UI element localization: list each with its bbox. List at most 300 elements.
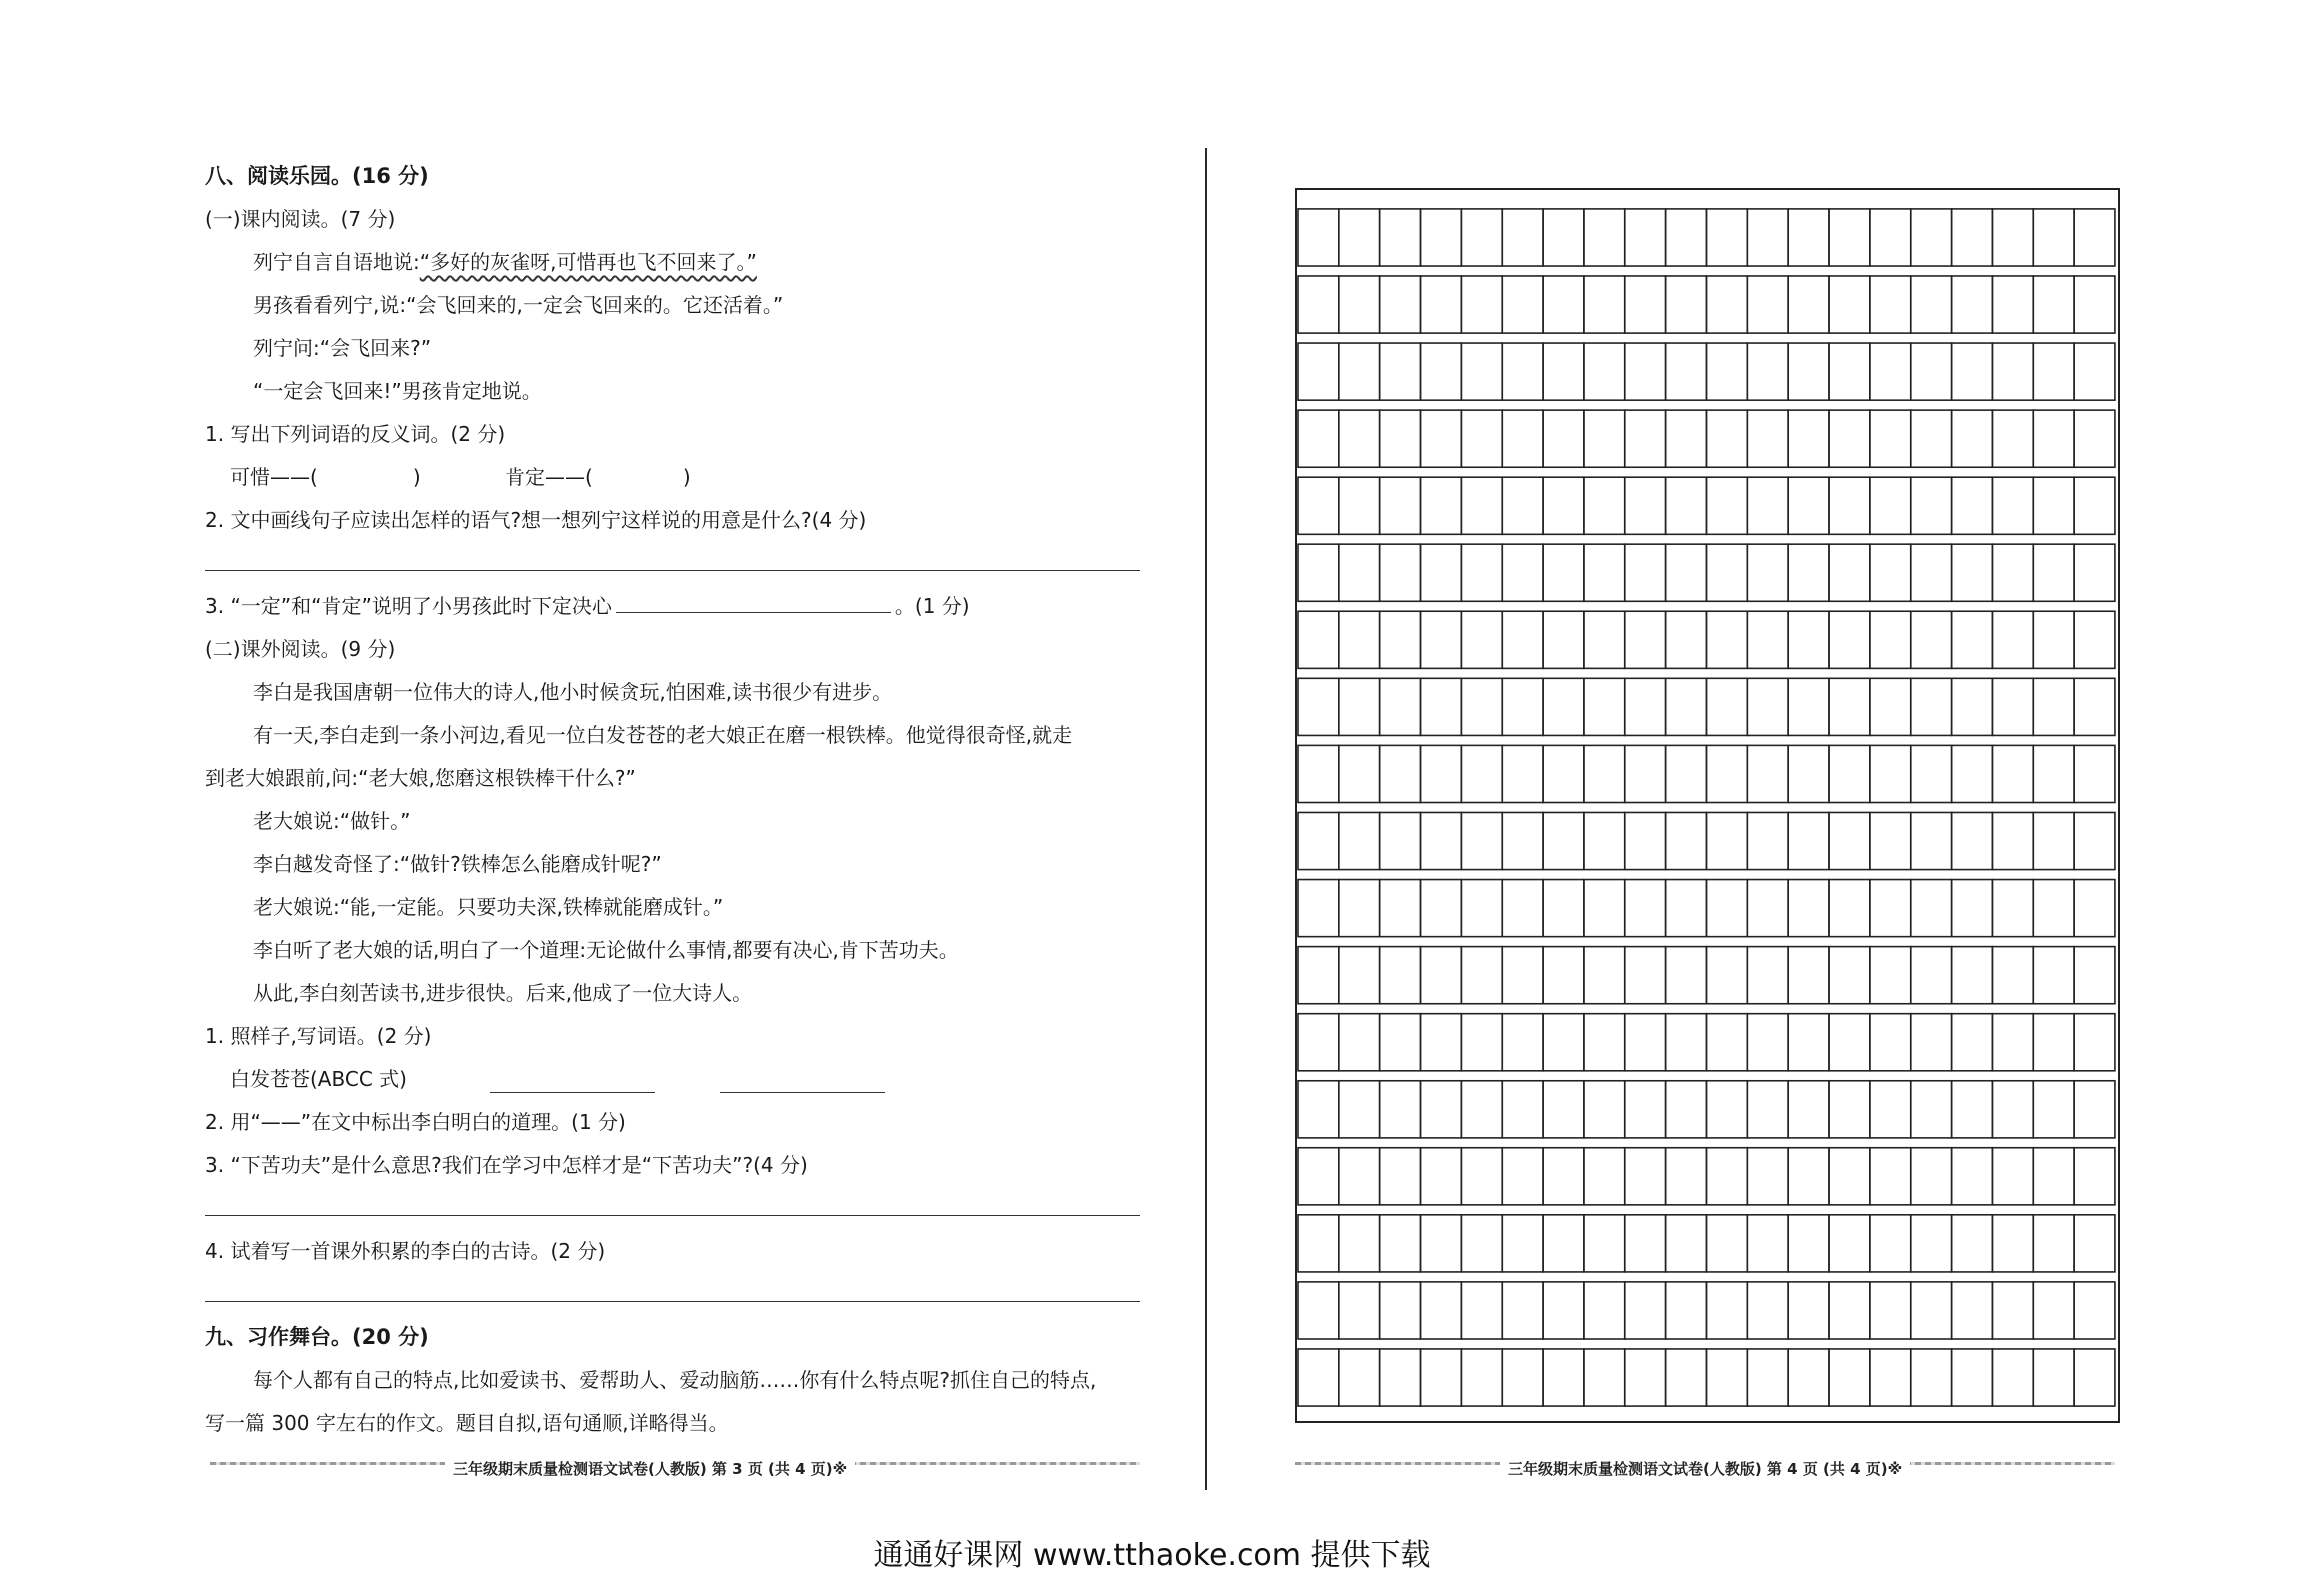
grid-row[interactable] — [1298, 544, 2115, 601]
grid-cell[interactable] — [1502, 1014, 1543, 1071]
grid-cell[interactable] — [1339, 611, 1380, 668]
grid-cell[interactable] — [1584, 410, 1625, 467]
grid-cell[interactable] — [1788, 947, 1829, 1004]
grid-cell[interactable] — [1992, 1014, 2033, 1071]
grid-cell[interactable] — [1380, 812, 1421, 869]
grid-cell[interactable] — [1788, 410, 1829, 467]
grid-cell[interactable] — [1380, 1349, 1421, 1406]
grid-cell[interactable] — [2074, 611, 2115, 668]
grid-cell[interactable] — [1747, 745, 1788, 802]
grid-cell[interactable] — [1829, 678, 1870, 735]
grid-cell[interactable] — [1707, 611, 1748, 668]
grid-cell[interactable] — [1829, 1014, 1870, 1071]
grid-cell[interactable] — [1911, 410, 1952, 467]
grid-cell[interactable] — [1625, 611, 1666, 668]
grid-cell[interactable] — [1747, 880, 1788, 937]
grid-cell[interactable] — [1870, 880, 1911, 937]
grid-cell[interactable] — [1502, 544, 1543, 601]
grid-cell[interactable] — [1420, 410, 1461, 467]
grid-cell[interactable] — [1870, 343, 1911, 400]
grid-cell[interactable] — [1952, 209, 1993, 266]
grid-cell[interactable] — [1298, 1148, 1339, 1205]
grid-cell[interactable] — [2033, 410, 2074, 467]
grid-cell[interactable] — [1829, 1349, 1870, 1406]
grid-cell[interactable] — [1747, 1282, 1788, 1339]
grid-cell[interactable] — [1952, 1349, 1993, 1406]
grid-cell[interactable] — [1788, 276, 1829, 333]
grid-cell[interactable] — [1992, 410, 2033, 467]
grid-cell[interactable] — [1461, 1014, 1502, 1071]
grid-cell[interactable] — [1666, 745, 1707, 802]
grid-cell[interactable] — [1788, 1014, 1829, 1071]
grid-cell[interactable] — [1625, 343, 1666, 400]
grid-cell[interactable] — [1992, 1148, 2033, 1205]
grid-cell[interactable] — [1380, 1081, 1421, 1138]
grid-cell[interactable] — [1625, 1215, 1666, 1272]
grid-cell[interactable] — [1461, 678, 1502, 735]
grid-cell[interactable] — [1543, 410, 1584, 467]
grid-cell[interactable] — [1298, 745, 1339, 802]
grid-cell[interactable] — [1380, 611, 1421, 668]
grid-cell[interactable] — [1543, 947, 1584, 1004]
grid-cell[interactable] — [1461, 544, 1502, 601]
grid-cell[interactable] — [1992, 745, 2033, 802]
grid-cell[interactable] — [1911, 544, 1952, 601]
grid-cell[interactable] — [1625, 880, 1666, 937]
grid-cell[interactable] — [1788, 1349, 1829, 1406]
grid-cell[interactable] — [2033, 1014, 2074, 1071]
grid-cell[interactable] — [2074, 343, 2115, 400]
grid-cell[interactable] — [1870, 410, 1911, 467]
grid-cell[interactable] — [1380, 947, 1421, 1004]
grid-cell[interactable] — [2033, 209, 2074, 266]
grid-cell[interactable] — [1829, 209, 1870, 266]
grid-cell[interactable] — [1584, 1282, 1625, 1339]
grid-cell[interactable] — [1952, 678, 1993, 735]
grid-cell[interactable] — [1992, 678, 2033, 735]
grid-cell[interactable] — [2074, 477, 2115, 534]
grid-cell[interactable] — [1952, 611, 1993, 668]
grid-cell[interactable] — [1339, 1215, 1380, 1272]
grid-cell[interactable] — [1502, 1081, 1543, 1138]
grid-cell[interactable] — [1625, 544, 1666, 601]
grid-cell[interactable] — [2074, 410, 2115, 467]
grid-cell[interactable] — [1461, 947, 1502, 1004]
grid-row[interactable] — [1298, 611, 2115, 668]
grid-row[interactable] — [1298, 209, 2115, 266]
grid-cell[interactable] — [1992, 209, 2033, 266]
grid-cell[interactable] — [2074, 1081, 2115, 1138]
grid-cell[interactable] — [1992, 1282, 2033, 1339]
grid-cell[interactable] — [1707, 1148, 1748, 1205]
grid-cell[interactable] — [1992, 611, 2033, 668]
grid-cell[interactable] — [1543, 1215, 1584, 1272]
grid-cell[interactable] — [1339, 276, 1380, 333]
grid-cell[interactable] — [1707, 343, 1748, 400]
grid-cell[interactable] — [1747, 343, 1788, 400]
grid-cell[interactable] — [1420, 1215, 1461, 1272]
grid-cell[interactable] — [1298, 812, 1339, 869]
grid-cell[interactable] — [1992, 947, 2033, 1004]
grid-cell[interactable] — [1584, 1081, 1625, 1138]
grid-cell[interactable] — [1584, 544, 1625, 601]
grid-cell[interactable] — [1747, 1081, 1788, 1138]
grid-cell[interactable] — [1952, 1014, 1993, 1071]
grid-cell[interactable] — [1339, 745, 1380, 802]
grid-cell[interactable] — [1707, 209, 1748, 266]
grid-cell[interactable] — [1584, 209, 1625, 266]
grid-cell[interactable] — [2033, 947, 2074, 1004]
grid-cell[interactable] — [1870, 276, 1911, 333]
grid-cell[interactable] — [1625, 1282, 1666, 1339]
grid-cell[interactable] — [1461, 812, 1502, 869]
grid-cell[interactable] — [2074, 209, 2115, 266]
grid-cell[interactable] — [1666, 947, 1707, 1004]
grid-cell[interactable] — [1788, 812, 1829, 869]
grid-cell[interactable] — [1461, 477, 1502, 534]
grid-cell[interactable] — [1707, 1215, 1748, 1272]
grid-cell[interactable] — [1625, 1014, 1666, 1071]
grid-cell[interactable] — [1666, 812, 1707, 869]
grid-cell[interactable] — [2074, 1148, 2115, 1205]
grid-cell[interactable] — [1952, 947, 1993, 1004]
grid-cell[interactable] — [1420, 1014, 1461, 1071]
grid-cell[interactable] — [1911, 1349, 1952, 1406]
grid-cell[interactable] — [1461, 1349, 1502, 1406]
grid-cell[interactable] — [1952, 410, 1993, 467]
grid-cell[interactable] — [1911, 678, 1952, 735]
grid-cell[interactable] — [1829, 276, 1870, 333]
grid-cell[interactable] — [1870, 1014, 1911, 1071]
grid-cell[interactable] — [1420, 678, 1461, 735]
grid-cell[interactable] — [2033, 745, 2074, 802]
grid-cell[interactable] — [1952, 1081, 1993, 1138]
grid-cell[interactable] — [1911, 1215, 1952, 1272]
grid-cell[interactable] — [1829, 410, 1870, 467]
grid-cell[interactable] — [1952, 880, 1993, 937]
grid-cell[interactable] — [1707, 276, 1748, 333]
grid-cell[interactable] — [1707, 1081, 1748, 1138]
grid-cell[interactable] — [1584, 880, 1625, 937]
grid-cell[interactable] — [1584, 343, 1625, 400]
grid-cell[interactable] — [1911, 343, 1952, 400]
grid-cell[interactable] — [2074, 1014, 2115, 1071]
grid-cell[interactable] — [1625, 745, 1666, 802]
grid-cell[interactable] — [2033, 1215, 2074, 1272]
grid-cell[interactable] — [1870, 477, 1911, 534]
grid-cell[interactable] — [1666, 1215, 1707, 1272]
grid-cell[interactable] — [1625, 1148, 1666, 1205]
grid-row[interactable] — [1298, 880, 2115, 937]
grid-cell[interactable] — [1298, 1349, 1339, 1406]
grid-cell[interactable] — [1584, 947, 1625, 1004]
grid-cell[interactable] — [2033, 1148, 2074, 1205]
grid-cell[interactable] — [1625, 1081, 1666, 1138]
grid-cell[interactable] — [1788, 611, 1829, 668]
grid-cell[interactable] — [1543, 1081, 1584, 1138]
grid-cell[interactable] — [1829, 1215, 1870, 1272]
grid-cell[interactable] — [1625, 812, 1666, 869]
grid-cell[interactable] — [1420, 276, 1461, 333]
grid-cell[interactable] — [1625, 410, 1666, 467]
grid-cell[interactable] — [1952, 276, 1993, 333]
grid-cell[interactable] — [1992, 477, 2033, 534]
grid-cell[interactable] — [1666, 678, 1707, 735]
grid-cell[interactable] — [2033, 880, 2074, 937]
answer-blank-word-2[interactable] — [720, 1092, 885, 1093]
grid-cell[interactable] — [1707, 477, 1748, 534]
grid-cell[interactable] — [1461, 343, 1502, 400]
grid-cell[interactable] — [1666, 410, 1707, 467]
grid-cell[interactable] — [1747, 611, 1788, 668]
grid-cell[interactable] — [1870, 1081, 1911, 1138]
grid-cell[interactable] — [1298, 1215, 1339, 1272]
grid-cell[interactable] — [1543, 678, 1584, 735]
grid-cell[interactable] — [1707, 544, 1748, 601]
grid-cell[interactable] — [1992, 1349, 2033, 1406]
grid-cell[interactable] — [1502, 477, 1543, 534]
grid-cell[interactable] — [1543, 1148, 1584, 1205]
grid-cell[interactable] — [1543, 1014, 1584, 1071]
grid-row[interactable] — [1298, 1014, 2115, 1071]
grid-cell[interactable] — [1788, 209, 1829, 266]
grid-cell[interactable] — [2074, 880, 2115, 937]
grid-cell[interactable] — [1625, 947, 1666, 1004]
grid-cell[interactable] — [1380, 276, 1421, 333]
grid-cell[interactable] — [1707, 1349, 1748, 1406]
grid-row[interactable] — [1298, 1282, 2115, 1339]
grid-cell[interactable] — [1584, 745, 1625, 802]
grid-cell[interactable] — [1911, 1148, 1952, 1205]
grid-cell[interactable] — [1543, 209, 1584, 266]
grid-cell[interactable] — [1420, 1081, 1461, 1138]
grid-cell[interactable] — [1584, 1349, 1625, 1406]
grid-cell[interactable] — [1543, 611, 1584, 668]
answer-blank-q3[interactable] — [616, 611, 891, 613]
grid-cell[interactable] — [1461, 276, 1502, 333]
grid-cell[interactable] — [2033, 477, 2074, 534]
grid-cell[interactable] — [1707, 1014, 1748, 1071]
grid-row[interactable] — [1298, 812, 2115, 869]
grid-cell[interactable] — [1911, 947, 1952, 1004]
grid-row[interactable] — [1298, 1081, 2115, 1138]
grid-cell[interactable] — [1707, 812, 1748, 869]
grid-row[interactable] — [1298, 1215, 2115, 1272]
grid-cell[interactable] — [1380, 410, 1421, 467]
grid-cell[interactable] — [1788, 745, 1829, 802]
grid-cell[interactable] — [1461, 410, 1502, 467]
grid-cell[interactable] — [1992, 276, 2033, 333]
grid-cell[interactable] — [1543, 1282, 1584, 1339]
grid-cell[interactable] — [1584, 1148, 1625, 1205]
grid-cell[interactable] — [1420, 1349, 1461, 1406]
grid-cell[interactable] — [1747, 678, 1788, 735]
grid-cell[interactable] — [1380, 343, 1421, 400]
grid-cell[interactable] — [1870, 1148, 1911, 1205]
grid-cell[interactable] — [1788, 678, 1829, 735]
grid-cell[interactable] — [1584, 678, 1625, 735]
grid-cell[interactable] — [1502, 209, 1543, 266]
grid-cell[interactable] — [1747, 410, 1788, 467]
grid-cell[interactable] — [1502, 1215, 1543, 1272]
grid-cell[interactable] — [1707, 410, 1748, 467]
grid-cell[interactable] — [1420, 209, 1461, 266]
grid-cell[interactable] — [1543, 812, 1584, 869]
grid-row[interactable] — [1298, 947, 2115, 1004]
grid-cell[interactable] — [1339, 209, 1380, 266]
grid-cell[interactable] — [1339, 343, 1380, 400]
grid-cell[interactable] — [1666, 477, 1707, 534]
grid-cell[interactable] — [1298, 678, 1339, 735]
grid-cell[interactable] — [1461, 1215, 1502, 1272]
grid-cell[interactable] — [2033, 1349, 2074, 1406]
grid-row[interactable] — [1298, 410, 2115, 467]
composition-grid[interactable] — [1295, 188, 2120, 1423]
grid-cell[interactable] — [1952, 1148, 1993, 1205]
grid-cell[interactable] — [1666, 1081, 1707, 1138]
grid-cell[interactable] — [1747, 1148, 1788, 1205]
grid-cell[interactable] — [1339, 477, 1380, 534]
grid-cell[interactable] — [1911, 209, 1952, 266]
grid-cell[interactable] — [1380, 1215, 1421, 1272]
grid-cell[interactable] — [1747, 812, 1788, 869]
grid-cell[interactable] — [1829, 477, 1870, 534]
grid-cell[interactable] — [1666, 880, 1707, 937]
grid-cell[interactable] — [1584, 812, 1625, 869]
grid-cell[interactable] — [1788, 880, 1829, 937]
grid-cell[interactable] — [1298, 410, 1339, 467]
grid-cell[interactable] — [1380, 1148, 1421, 1205]
grid-cell[interactable] — [1747, 1014, 1788, 1071]
grid-row[interactable] — [1298, 477, 2115, 534]
grid-cell[interactable] — [1298, 1282, 1339, 1339]
grid-cell[interactable] — [1747, 209, 1788, 266]
answer-line-q2[interactable] — [205, 570, 1140, 571]
grid-cell[interactable] — [1461, 1282, 1502, 1339]
grid-cell[interactable] — [1829, 544, 1870, 601]
grid-cell[interactable] — [1911, 1282, 1952, 1339]
grid-row[interactable] — [1298, 678, 2115, 735]
grid-cell[interactable] — [1992, 1081, 2033, 1138]
grid-cell[interactable] — [1788, 544, 1829, 601]
grid-cell[interactable] — [2033, 1081, 2074, 1138]
grid-cell[interactable] — [2074, 947, 2115, 1004]
grid-cell[interactable] — [1502, 276, 1543, 333]
grid-cell[interactable] — [1380, 544, 1421, 601]
grid-cell[interactable] — [2033, 812, 2074, 869]
grid-cell[interactable] — [1829, 1081, 1870, 1138]
grid-cell[interactable] — [1747, 477, 1788, 534]
grid-cell[interactable] — [1420, 880, 1461, 937]
grid-cell[interactable] — [1666, 209, 1707, 266]
grid-cell[interactable] — [1584, 611, 1625, 668]
grid-cell[interactable] — [1543, 880, 1584, 937]
grid-cell[interactable] — [1420, 812, 1461, 869]
grid-cell[interactable] — [2033, 544, 2074, 601]
grid-cell[interactable] — [1666, 544, 1707, 601]
grid-cell[interactable] — [1952, 812, 1993, 869]
grid-cell[interactable] — [1911, 812, 1952, 869]
grid-cell[interactable] — [1420, 477, 1461, 534]
grid-cell[interactable] — [1420, 611, 1461, 668]
grid-cell[interactable] — [1829, 1282, 1870, 1339]
grid-cell[interactable] — [1543, 477, 1584, 534]
grid-cell[interactable] — [1870, 611, 1911, 668]
grid-cell[interactable] — [1870, 812, 1911, 869]
grid-cell[interactable] — [2074, 745, 2115, 802]
grid-cell[interactable] — [1707, 880, 1748, 937]
grid-cell[interactable] — [1625, 209, 1666, 266]
answer-line-b4[interactable] — [205, 1301, 1140, 1302]
grid-cell[interactable] — [1788, 477, 1829, 534]
grid-cell[interactable] — [1829, 1148, 1870, 1205]
answer-blank-word-1[interactable] — [490, 1092, 655, 1093]
grid-cell[interactable] — [1543, 343, 1584, 400]
grid-cell[interactable] — [2033, 276, 2074, 333]
grid-cell[interactable] — [1298, 1014, 1339, 1071]
grid-cell[interactable] — [1707, 1282, 1748, 1339]
grid-cell[interactable] — [1298, 880, 1339, 937]
grid-cell[interactable] — [1625, 1349, 1666, 1406]
grid-cell[interactable] — [1543, 745, 1584, 802]
grid-cell[interactable] — [1420, 343, 1461, 400]
grid-cell[interactable] — [1502, 1148, 1543, 1205]
grid-cell[interactable] — [1339, 1349, 1380, 1406]
grid-cell[interactable] — [1298, 477, 1339, 534]
grid-cell[interactable] — [1666, 1014, 1707, 1071]
grid-cell[interactable] — [1420, 1148, 1461, 1205]
grid-cell[interactable] — [1461, 611, 1502, 668]
grid-cell[interactable] — [1380, 745, 1421, 802]
grid-cell[interactable] — [1502, 611, 1543, 668]
grid-cell[interactable] — [1502, 410, 1543, 467]
grid-cell[interactable] — [1339, 410, 1380, 467]
grid-cell[interactable] — [1298, 276, 1339, 333]
grid-cell[interactable] — [1952, 1282, 1993, 1339]
grid-cell[interactable] — [2074, 1349, 2115, 1406]
grid-cell[interactable] — [1339, 880, 1380, 937]
grid-cell[interactable] — [2074, 812, 2115, 869]
grid-cell[interactable] — [1992, 812, 2033, 869]
grid-cell[interactable] — [1911, 745, 1952, 802]
grid-cell[interactable] — [1461, 1148, 1502, 1205]
grid-cell[interactable] — [1788, 1148, 1829, 1205]
grid-cell[interactable] — [1339, 678, 1380, 735]
grid-cell[interactable] — [1747, 1215, 1788, 1272]
grid-cell[interactable] — [1992, 343, 2033, 400]
grid-cell[interactable] — [1625, 276, 1666, 333]
grid-cell[interactable] — [1502, 678, 1543, 735]
grid-cell[interactable] — [1870, 947, 1911, 1004]
grid-cell[interactable] — [1584, 1215, 1625, 1272]
grid-cell[interactable] — [1298, 611, 1339, 668]
grid-cell[interactable] — [1461, 880, 1502, 937]
grid-cell[interactable] — [2074, 678, 2115, 735]
grid-cell[interactable] — [1339, 1148, 1380, 1205]
grid-cell[interactable] — [1543, 276, 1584, 333]
grid-cell[interactable] — [1625, 477, 1666, 534]
grid-cell[interactable] — [1829, 611, 1870, 668]
grid-cell[interactable] — [1339, 544, 1380, 601]
grid-cell[interactable] — [1420, 745, 1461, 802]
grid-cell[interactable] — [1870, 544, 1911, 601]
grid-cell[interactable] — [1870, 745, 1911, 802]
grid-cell[interactable] — [1666, 343, 1707, 400]
grid-cell[interactable] — [1747, 276, 1788, 333]
grid-cell[interactable] — [1788, 1081, 1829, 1138]
grid-cell[interactable] — [1380, 678, 1421, 735]
grid-cell[interactable] — [2033, 678, 2074, 735]
